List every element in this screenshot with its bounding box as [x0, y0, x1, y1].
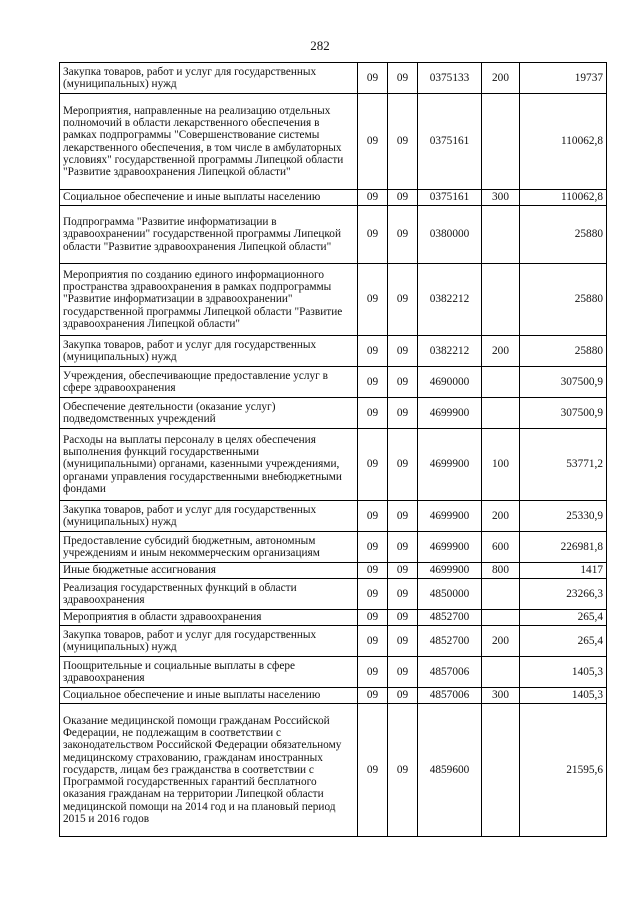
budget-table-body	[60, 63, 607, 837]
subsection-code: 09	[388, 94, 418, 190]
section-code: 09	[358, 657, 388, 688]
subsection-code: 09	[388, 206, 418, 264]
budget-table	[59, 62, 607, 837]
subsection-code: 09	[388, 63, 418, 94]
amount: 25880	[520, 264, 607, 336]
expense-type-code: 800	[482, 563, 520, 579]
item-name: Мероприятия в области здравоохранения	[60, 610, 358, 626]
subsection-code: 09	[388, 626, 418, 657]
expense-type-code	[482, 704, 520, 837]
section-code: 09	[358, 367, 388, 398]
amount: 25880	[520, 206, 607, 264]
target-article-code: 0375133	[418, 63, 482, 94]
target-article-code: 0382212	[418, 264, 482, 336]
target-article-code: 4699900	[418, 501, 482, 532]
target-article-code: 0382212	[418, 336, 482, 367]
target-article-code: 4699900	[418, 563, 482, 579]
table-row	[60, 398, 607, 429]
target-article-code: 4852700	[418, 626, 482, 657]
table-row	[60, 336, 607, 367]
table-row	[60, 579, 607, 610]
section-code: 09	[358, 94, 388, 190]
table-row	[60, 657, 607, 688]
subsection-code: 09	[388, 398, 418, 429]
amount: 1405,3	[520, 688, 607, 704]
section-code: 09	[358, 563, 388, 579]
table-row	[60, 563, 607, 579]
target-article-code: 0375161	[418, 190, 482, 206]
table-row	[60, 532, 607, 563]
target-article-code: 4850000	[418, 579, 482, 610]
page-number: 282	[310, 38, 330, 53]
expense-type-code: 200	[482, 63, 520, 94]
subsection-code: 09	[388, 429, 418, 501]
item-name: Закупка товаров, работ и услуг для государственных (муниципальных) нужд	[60, 501, 358, 532]
subsection-code: 09	[388, 190, 418, 206]
table-row	[60, 429, 607, 501]
section-code: 09	[358, 501, 388, 532]
section-code: 09	[358, 206, 388, 264]
subsection-code: 09	[388, 704, 418, 837]
section-code: 09	[358, 579, 388, 610]
amount: 110062,8	[520, 94, 607, 190]
amount: 265,4	[520, 626, 607, 657]
item-name: Социальное обеспечение и иные выплаты населению	[60, 190, 358, 206]
table-row	[60, 626, 607, 657]
table-row	[60, 704, 607, 837]
subsection-code: 09	[388, 264, 418, 336]
expense-type-code: 200	[482, 336, 520, 367]
table-row	[60, 367, 607, 398]
expense-type-code	[482, 579, 520, 610]
expense-type-code	[482, 264, 520, 336]
item-name: Мероприятия по созданию единого информационного пространства здравоохранения в рамках подпрограммы "Развитие информатизации в здравоохранении" государственной программы Липецкой области "Развитие здравоохранения Липецкой области"	[60, 264, 358, 336]
item-name: Закупка товаров, работ и услуг для государственных (муниципальных) нужд	[60, 63, 358, 94]
table-row	[60, 190, 607, 206]
target-article-code: 0375161	[418, 94, 482, 190]
item-name: Расходы на выплаты персоналу в целях обеспечения выполнения функций государственными (муниципальными) органами, казенными учреждениями, органами управления государственными внебюджетными фондами	[60, 429, 358, 501]
section-code: 09	[358, 336, 388, 367]
item-name: Социальное обеспечение и иные выплаты населению	[60, 688, 358, 704]
section-code: 09	[358, 429, 388, 501]
table-row	[60, 610, 607, 626]
expense-type-code: 300	[482, 688, 520, 704]
target-article-code: 0380000	[418, 206, 482, 264]
target-article-code: 4857006	[418, 688, 482, 704]
item-name: Предоставление субсидий бюджетным, автономным учреждениям и иным некоммерческим организациям	[60, 532, 358, 563]
item-name: Закупка товаров, работ и услуг для государственных (муниципальных) нужд	[60, 626, 358, 657]
amount: 226981,8	[520, 532, 607, 563]
item-name: Учреждения, обеспечивающие предоставление услуг в сфере здравоохранения	[60, 367, 358, 398]
expense-type-code	[482, 398, 520, 429]
amount: 1417	[520, 563, 607, 579]
subsection-code: 09	[388, 688, 418, 704]
expense-type-code	[482, 657, 520, 688]
item-name: Поощрительные и социальные выплаты в сфере здравоохранения	[60, 657, 358, 688]
table-row	[60, 501, 607, 532]
section-code: 09	[358, 704, 388, 837]
target-article-code: 4699900	[418, 429, 482, 501]
item-name: Обеспечение деятельности (оказание услуг) подведомственных учреждений	[60, 398, 358, 429]
subsection-code: 09	[388, 563, 418, 579]
section-code: 09	[358, 610, 388, 626]
section-code: 09	[358, 532, 388, 563]
section-code: 09	[358, 264, 388, 336]
target-article-code: 4857006	[418, 657, 482, 688]
item-name: Иные бюджетные ассигнования	[60, 563, 358, 579]
item-name: Реализация государственных функций в области здравоохранения	[60, 579, 358, 610]
amount: 21595,6	[520, 704, 607, 837]
section-code: 09	[358, 63, 388, 94]
subsection-code: 09	[388, 367, 418, 398]
subsection-code: 09	[388, 501, 418, 532]
expense-type-code	[482, 367, 520, 398]
expense-type-code: 200	[482, 501, 520, 532]
item-name: Мероприятия, направленные на реализацию отдельных полномочий в области лекарственного обеспечения в рамках подпрограммы "Совершенствование системы лекарственного обеспечения, в том числе в амбулаторных условиях" государственной программы Липецкой области "Развитие здравоохранения Липецкой области"	[60, 94, 358, 190]
expense-type-code: 300	[482, 190, 520, 206]
expense-type-code: 100	[482, 429, 520, 501]
target-article-code: 4852700	[418, 610, 482, 626]
section-code: 09	[358, 398, 388, 429]
subsection-code: 09	[388, 336, 418, 367]
table-row	[60, 94, 607, 190]
amount: 25330,9	[520, 501, 607, 532]
expense-type-code	[482, 610, 520, 626]
amount: 307500,9	[520, 398, 607, 429]
amount: 307500,9	[520, 367, 607, 398]
subsection-code: 09	[388, 579, 418, 610]
subsection-code: 09	[388, 657, 418, 688]
table-row	[60, 264, 607, 336]
section-code: 09	[358, 626, 388, 657]
section-code: 09	[358, 190, 388, 206]
subsection-code: 09	[388, 610, 418, 626]
target-article-code: 4859600	[418, 704, 482, 837]
table-row	[60, 206, 607, 264]
item-name: Подпрограмма "Развитие информатизации в здравоохранении" государственной программы Липецкой области "Развитие здравоохранения Липецкой области"	[60, 206, 358, 264]
target-article-code: 4699900	[418, 532, 482, 563]
amount: 1405,3	[520, 657, 607, 688]
expense-type-code	[482, 94, 520, 190]
amount: 53771,2	[520, 429, 607, 501]
expense-type-code: 200	[482, 626, 520, 657]
amount: 25880	[520, 336, 607, 367]
target-article-code: 4690000	[418, 367, 482, 398]
target-article-code: 4699900	[418, 398, 482, 429]
section-code: 09	[358, 688, 388, 704]
amount: 23266,3	[520, 579, 607, 610]
item-name: Закупка товаров, работ и услуг для государственных (муниципальных) нужд	[60, 336, 358, 367]
amount: 110062,8	[520, 190, 607, 206]
expense-type-code	[482, 206, 520, 264]
amount: 19737	[520, 63, 607, 94]
item-name: Оказание медицинской помощи гражданам Российской Федерации, не подлежащим в соответствии с законодательством Российской Федерации обязательному медицинскому страхованию, гражданам иностранных государств, лицам без гражданства в соответствии с Программой государственных гарантий бесплатного оказания гражданам на территории Липецкой области медицинской помощи на 2014 год и на плановый период 2015 и 2016 годов	[60, 704, 358, 837]
amount: 265,4	[520, 610, 607, 626]
table-row	[60, 688, 607, 704]
expense-type-code: 600	[482, 532, 520, 563]
table-row	[60, 63, 607, 94]
subsection-code: 09	[388, 532, 418, 563]
